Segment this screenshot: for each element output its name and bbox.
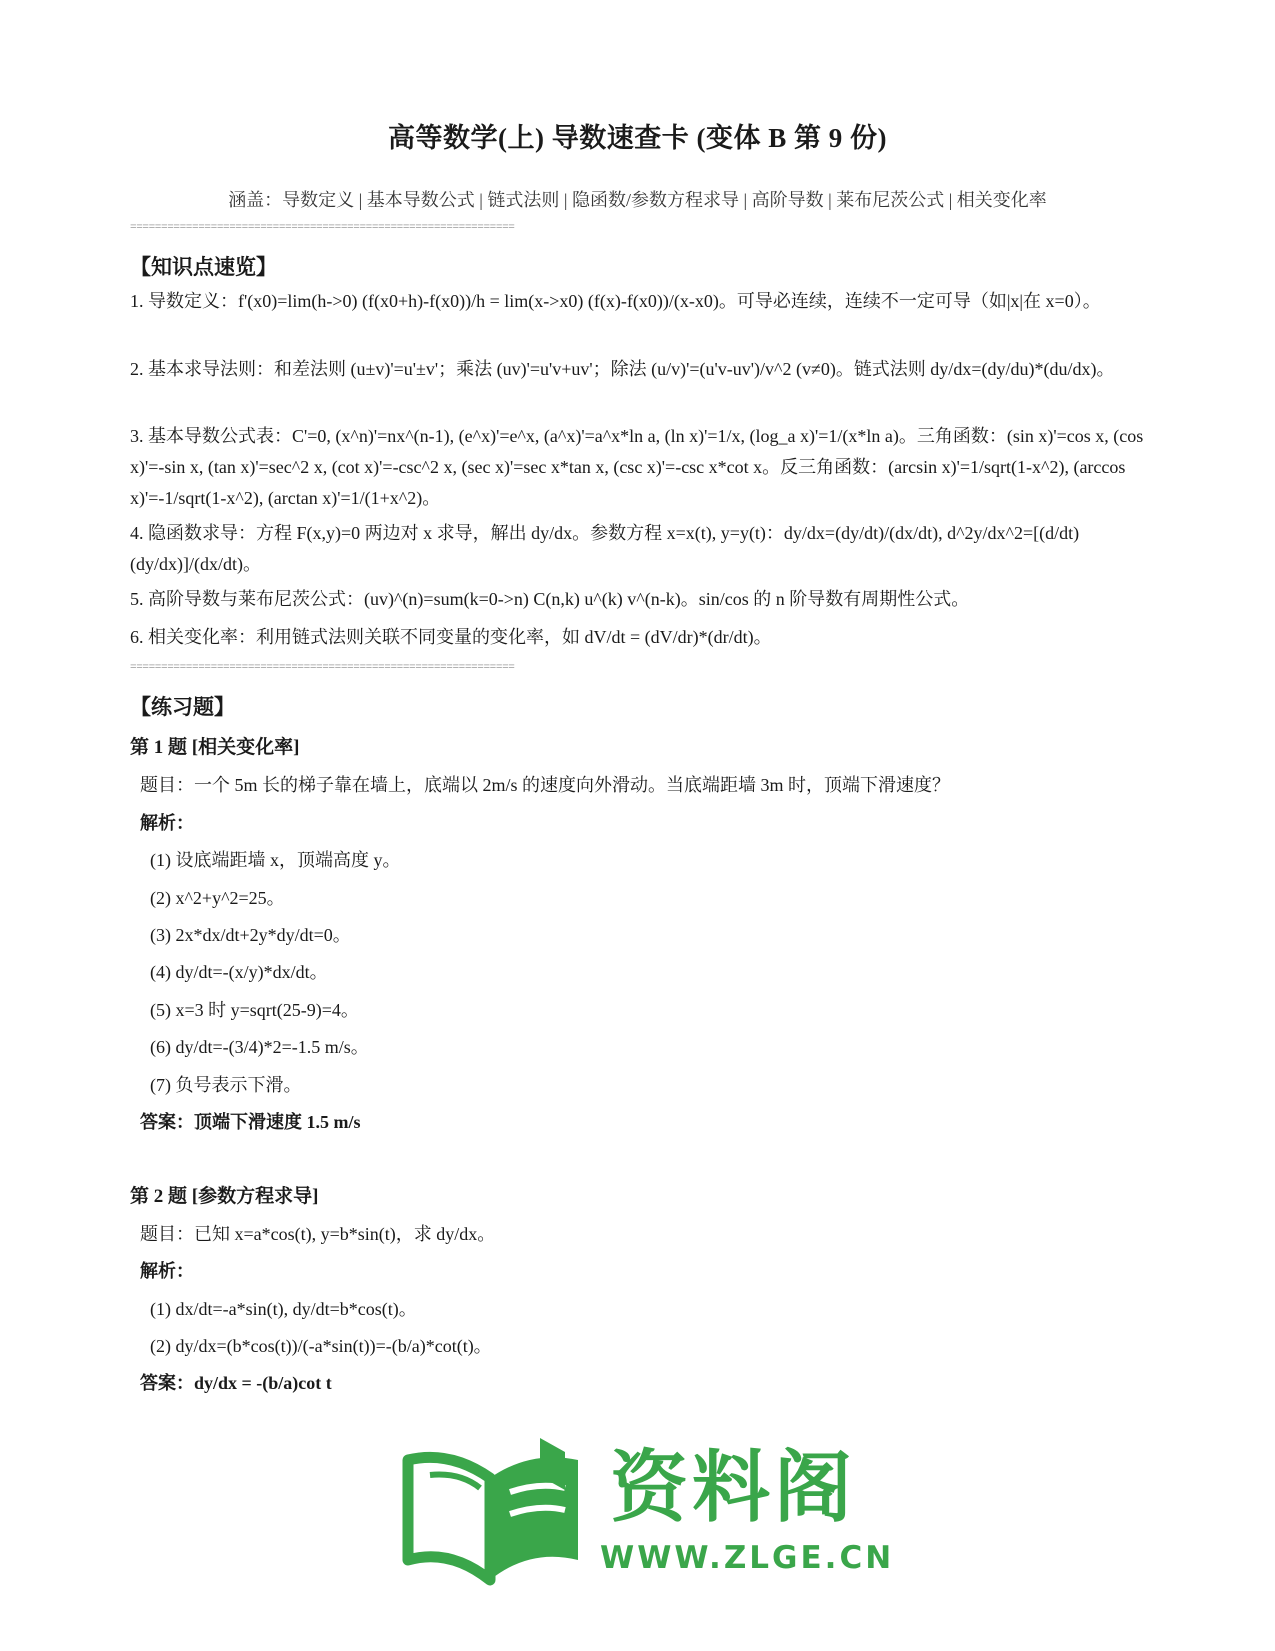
separator-line: ============================================================== — [130, 662, 515, 674]
answer: 答案：顶端下滑速度 1.5 m/s — [140, 1112, 361, 1132]
question-text: 题目：一个 5m 长的梯子靠在墙上，底端以 2m/s 的速度向外滑动。当底端距墙 3m 时，顶端下滑速度？ — [140, 775, 951, 795]
question-title: 第 2 题 [参数方程求导] — [130, 1186, 319, 1207]
question-text: 题目：已知 x=a*cos(t), y=b*sin(t)，求 dy/dx。 — [140, 1224, 496, 1244]
solution-step: (4) dy/dt=-(x/y)*dx/dt。 — [150, 962, 328, 982]
watermark-url: WWW.ZLGE.CN — [600, 1540, 895, 1576]
analysis-label: 解析： — [140, 1261, 194, 1281]
separator-line: ============================================================== — [130, 222, 515, 234]
solution-step: (1) 设底端距墙 x，顶端高度 y。 — [150, 850, 401, 870]
knowledge-item: 1. 导数定义：f'(x0)=lim(h->0) (f(x0+h)-f(x0))/h = lim(x->x0) (f(x)-f(x0))/(x-x0)。可导必连续，连续不一定可导（如|x|在 x=0）。 — [130, 291, 1101, 311]
knowledge-item: 6. 相关变化率：利用链式法则关联不同变量的变化率，如 dV/dt = (dV/dr)*(dr/dt)。 — [130, 627, 772, 647]
solution-step: (7) 负号表示下滑。 — [150, 1075, 302, 1095]
open-book-icon — [400, 1430, 585, 1590]
knowledge-item: 2. 基本求导法则：和差法则 (u±v)'=u'±v'；乘法 (uv)'=u'v+uv'；除法 (u/v)'=(u'v-uv')/v^2 (v≠0)。链式法则 dy/dx=(dy/du)*(du/dx)。 — [130, 359, 1115, 379]
watermark-name: 资料阁 — [610, 1443, 857, 1533]
practice-heading: 【练习题】 — [130, 695, 235, 719]
solution-step: (2) dy/dx=(b*cos(t))/(-a*sin(t))=-(b/a)*cot(t)。 — [150, 1336, 492, 1356]
page-subtitle: 涵盖：导数定义 | 基本导数公式 | 链式法则 | 隐函数/参数方程求导 | 高阶导数 | 莱布尼茨公式 | 相关变化率 — [228, 190, 1047, 210]
knowledge-heading: 【知识点速览】 — [130, 255, 277, 279]
question-title: 第 1 题 [相关变化率] — [130, 737, 300, 758]
solution-step: (2) x^2+y^2=25。 — [150, 888, 285, 908]
solution-step: (1) dx/dt=-a*sin(t), dy/dt=b*cos(t)。 — [150, 1299, 417, 1319]
solution-step: (5) x=3 时 y=sqrt(25-9)=4。 — [150, 1000, 359, 1020]
knowledge-item: 3. 基本导数公式表：C'=0, (x^n)'=nx^(n-1), (e^x)'=e^x, (a^x)'=a^x*ln a, (ln x)'=1/x, (log_a x)'=1/(x*ln a)。三角函数：(sin x)'=cos x, (cos x)'=-sin x, (tan x)'=sec^2 x, (cot x)'=-csc^2 x, (sec x)'=sec x*tan x, (csc x)'=-csc x*cot x。反三角函数：(arcsin x)'=1/sqrt(1-x^2), (arccos x)'=-1/sqrt(1-x^2), (arctan x)'=1/(1+x^2)。 — [130, 426, 1144, 508]
knowledge-item: 4. 隐函数求导：方程 F(x,y)=0 两边对 x 求导，解出 dy/dx。参数方程 x=x(t), y=y(t)：dy/dx=(dy/dt)/(dx/dt), d^2y/dx^2=[(d/dt)(dy/dx)]/(dx/dt)。 — [130, 523, 1080, 574]
knowledge-item: 5. 高阶导数与莱布尼茨公式：(uv)^(n)=sum(k=0->n) C(n,k) u^(k) v^(n-k)。sin/cos 的 n 阶导数有周期性公式。 — [130, 589, 970, 609]
analysis-label: 解析： — [140, 813, 194, 833]
page-title: 高等数学(上) 导数速查卡 (变体 B 第 9 份) — [388, 123, 887, 153]
watermark — [400, 1425, 895, 1600]
solution-step: (6) dy/dt=-(3/4)*2=-1.5 m/s。 — [150, 1037, 369, 1057]
solution-step: (3) 2x*dx/dt+2y*dy/dt=0。 — [150, 925, 351, 945]
answer: 答案：dy/dx = -(b/a)cot t — [140, 1373, 332, 1393]
